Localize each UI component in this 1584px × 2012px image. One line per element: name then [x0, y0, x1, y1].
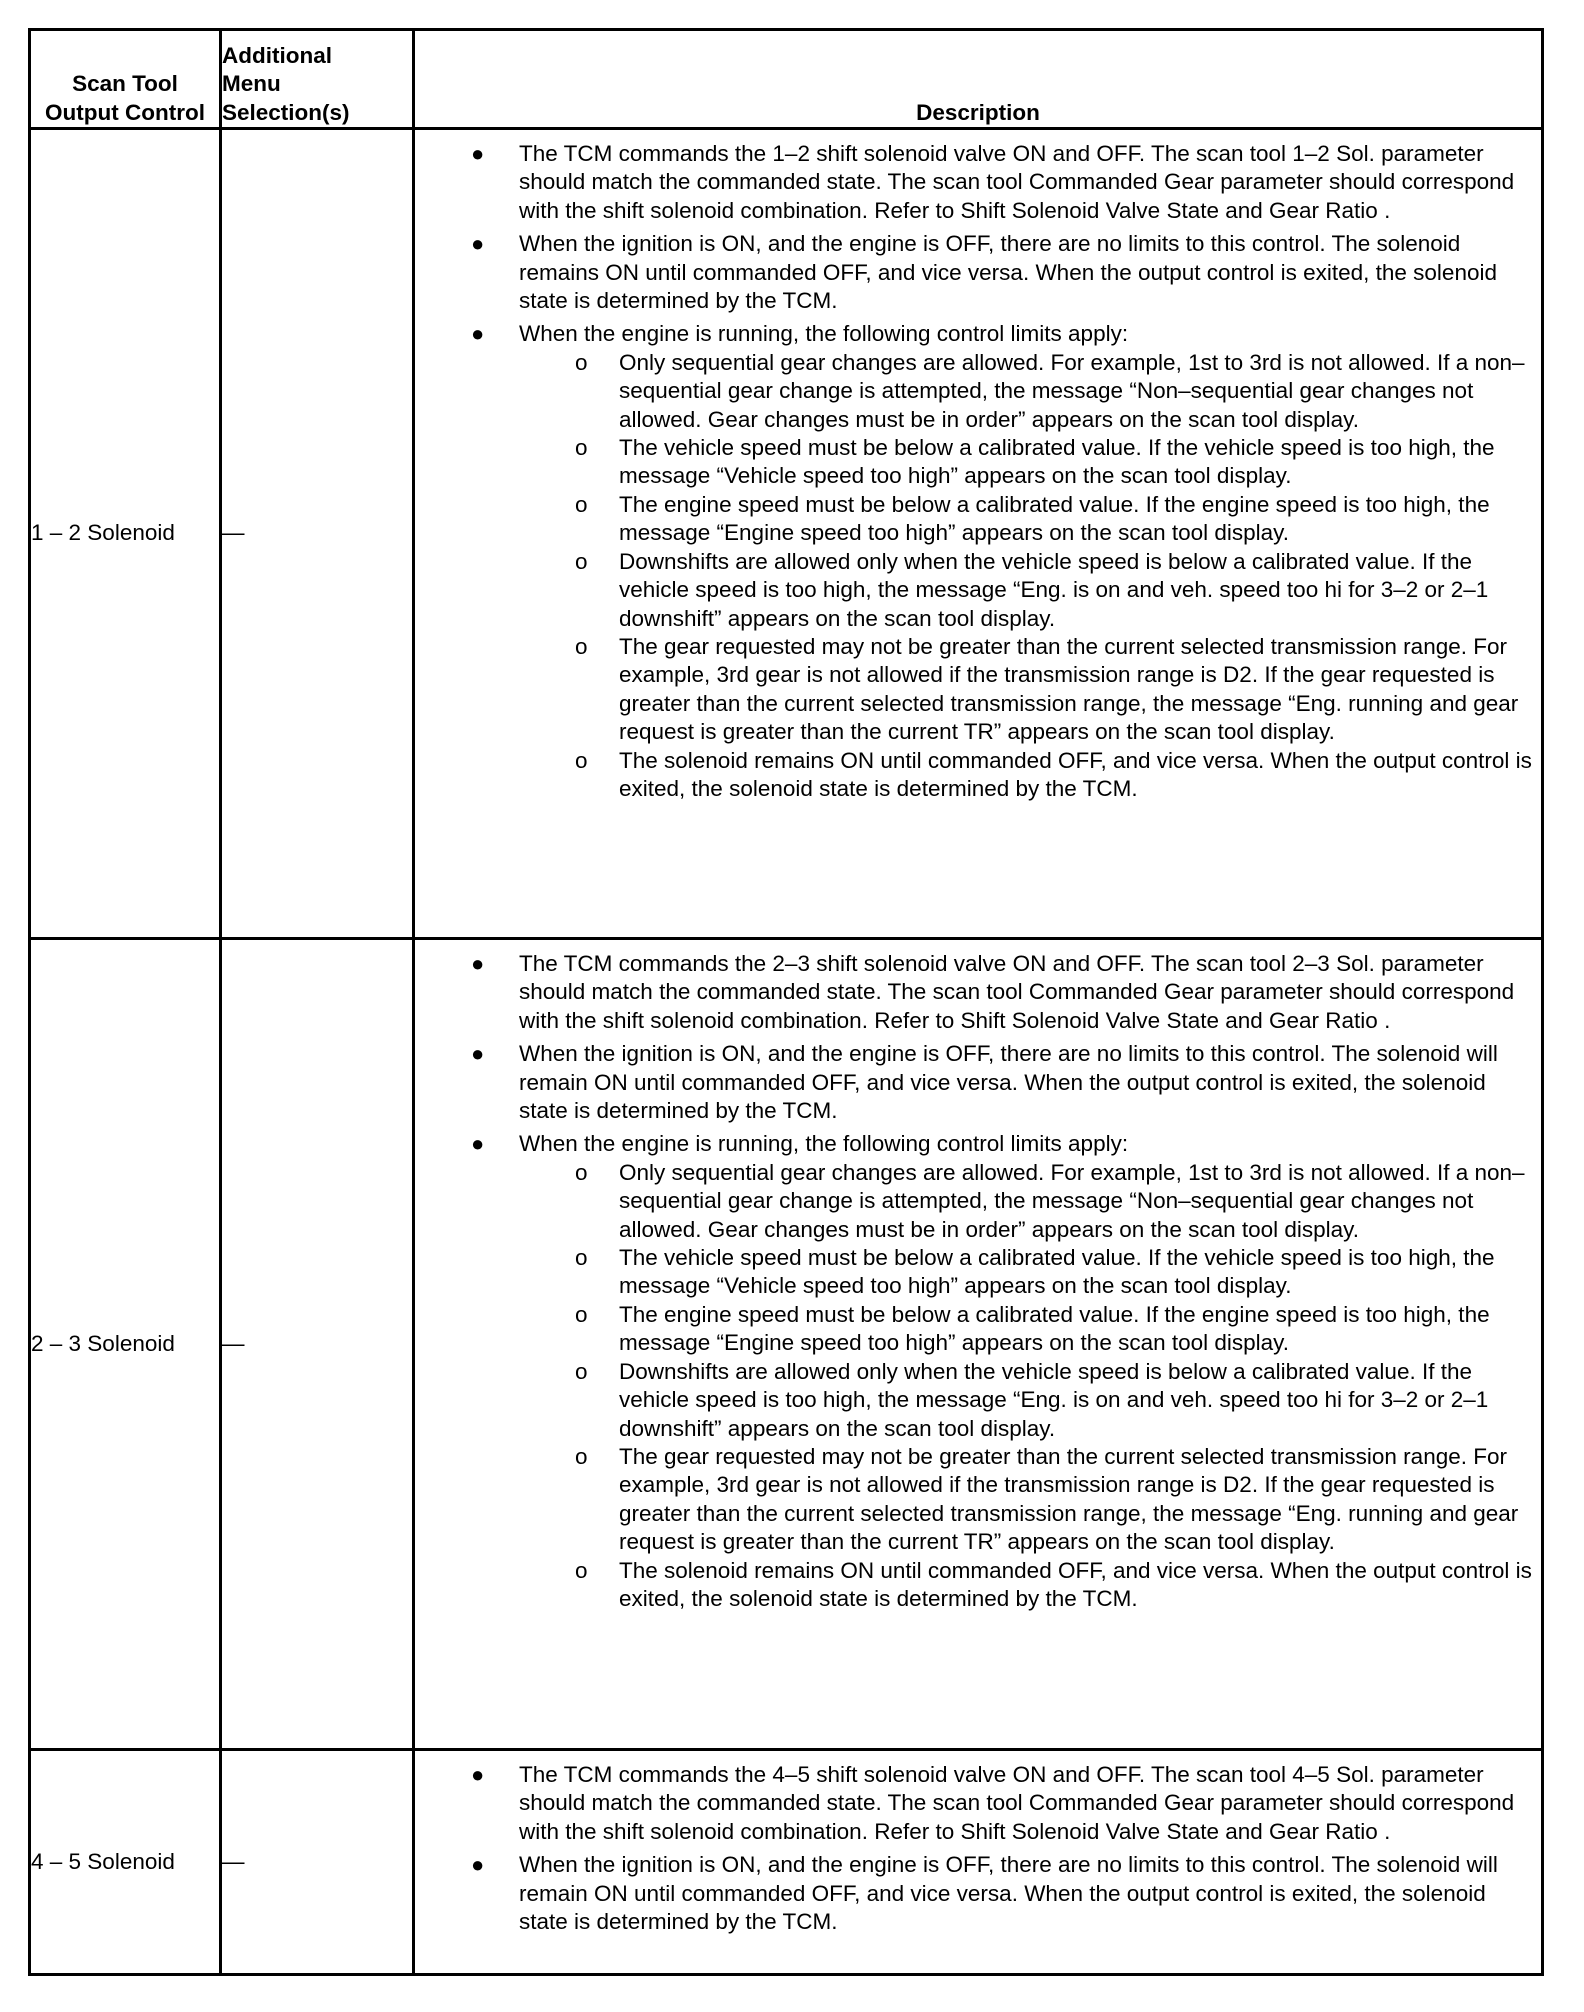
sub-bullet-marker: o [575, 349, 588, 375]
sub-bullet-text: The engine speed must be below a calibrated value. If the engine speed is too high, the message “Engine speed too high” appears on the scan tool display. [619, 1301, 1490, 1356]
sub-bullet-text: The solenoid remains ON until commanded OFF, and vice versa. When the output control is exited, the solenoid state is determined by the TCM. [619, 1557, 1532, 1611]
sub-bullet-marker: o [575, 1301, 588, 1327]
sub-bullet-marker: o [575, 1358, 588, 1384]
sub-bullet-text: Only sequential gear changes are allowed. For example, 1st to 3rd is not allowed. If a non–sequential gear change is attempted, the message “Non–sequential gear changes not allowed. Gear changes must be in order” appears on the scan tool display. [619, 1159, 1525, 1242]
table-row-1-2-solenoid [30, 129, 1543, 939]
sub-bullet-marker: o [575, 435, 588, 461]
sub-bullet-marker: o [575, 633, 588, 659]
bullet-text: The TCM commands the 4–5 shift solenoid valve ON and OFF. The scan tool 4–5 Sol. parameter should match the commanded state. The scan tool Commanded Gear parameter should correspond with the shift solenoid combination. Refer to Shift Solenoid Valve State and Gear Ratio . [519, 1762, 1515, 1844]
sub-bullet-marker: o [575, 1245, 588, 1271]
sub-bullet [519, 1557, 1535, 1614]
header-col2-line3: Selection(s) [222, 99, 350, 125]
description-bullet [415, 230, 1535, 315]
bullet-marker: ● [471, 1762, 485, 1787]
sub-bullet-text: Downshifts are allowed only when the vehicle speed is below a calibrated value. If the vehicle speed is too high, the message “Eng. is on and veh. speed too hi for 3–2 or 2–1 downshift” appears on the scan tool display. [619, 548, 1489, 631]
sub-bullet-text: The solenoid remains ON until commanded OFF, and vice versa. When the output control is exited, the solenoid state is determined by the TCM. [619, 747, 1532, 801]
bullet-marker: ● [471, 1852, 485, 1878]
sub-bullet [519, 548, 1535, 633]
control-limits-list [519, 1159, 1535, 1614]
bullet-marker: ● [471, 321, 485, 347]
sub-bullet-text: The vehicle speed must be below a calibrated value. If the vehicle speed is too high, the message “Vehicle speed too high” appears on the scan tool display. [619, 435, 1495, 489]
bullet-text: When the engine is running, the following control limits apply: [519, 1131, 1129, 1157]
description-cell [414, 129, 1543, 939]
header-additional-menu-selections [221, 30, 414, 129]
sub-bullet-text: Only sequential gear changes are allowed. For example, 1st to 3rd is not allowed. If a non–sequential gear change is attempted, the message “Non–sequential gear changes not allowed. Gear changes must be in order” appears on the scan tool display. [619, 349, 1525, 432]
bullet-text: The TCM commands the 2–3 shift solenoid valve ON and OFF. The scan tool 2–3 Sol. parameter should match the commanded state. The scan tool Commanded Gear parameter should correspond with the shift solenoid combination. Refer to Shift Solenoid Valve State and Gear Ratio . [519, 951, 1515, 1033]
sub-bullet [519, 1159, 1535, 1244]
sub-bullet [519, 491, 1535, 548]
bullet-marker: ● [471, 1041, 485, 1067]
output-control-name: 4 – 5 Solenoid [30, 1750, 221, 1975]
bullet-marker: ● [471, 231, 485, 257]
header-scan-tool-output-control [30, 30, 221, 129]
sub-bullet-text: The vehicle speed must be below a calibrated value. If the vehicle speed is too high, the message “Vehicle speed too high” appears on the scan tool display. [619, 1245, 1495, 1299]
sub-bullet-marker: o [575, 747, 588, 773]
bullet-text: When the engine is running, the following control limits apply: [519, 321, 1129, 347]
sub-bullet-text: The gear requested may not be greater than the current selected transmission range. For example, 3rd gear is not allowed if the transmission range is D2. If the gear requested is greater than the current selected transmission range, the message “Eng. running and gear request is greater than the current TR” appears on the scan tool display. [619, 633, 1519, 745]
sub-bullet-text: The engine speed must be below a calibrated value. If the engine speed is too high, the message “Engine speed too high” appears on the scan tool display. [619, 491, 1490, 546]
description-list [415, 940, 1541, 1613]
bullet-marker: ● [471, 141, 485, 166]
sub-bullet [519, 747, 1535, 804]
sub-bullet [519, 633, 1535, 747]
description-bullet [415, 950, 1535, 1035]
output-control-table [28, 28, 1544, 1976]
description-bullet [415, 1040, 1535, 1125]
control-limits-list [519, 349, 1535, 804]
menu-selection: — [221, 1750, 414, 1975]
description-list [415, 130, 1541, 803]
sub-bullet-marker: o [575, 1443, 588, 1469]
bullet-marker: ● [471, 951, 485, 976]
description-bullet [415, 1130, 1535, 1613]
description-cell [414, 939, 1543, 1750]
bullet-text: When the ignition is ON, and the engine is OFF, there are no limits to this control. The solenoid will remain ON until commanded OFF, and vice versa. When the output control is exited, the solenoid state is determined by the TCM. [519, 1852, 1498, 1935]
description-bullet [415, 320, 1535, 803]
description-bullet [415, 1851, 1535, 1936]
sub-bullet-marker: o [575, 548, 588, 574]
sub-bullet-marker: o [575, 1557, 588, 1583]
sub-bullet [519, 1358, 1535, 1443]
output-control-name: 2 – 3 Solenoid [30, 939, 221, 1750]
header-col1-line1: Scan Tool [72, 71, 178, 97]
menu-selection: — [221, 129, 414, 939]
description-list [415, 1751, 1541, 1936]
bullet-text: The TCM commands the 1–2 shift solenoid valve ON and OFF. The scan tool 1–2 Sol. parameter should match the commanded state. The scan tool Commanded Gear parameter should correspond with the shift solenoid combination. Refer to Shift Solenoid Valve State and Gear Ratio . [519, 141, 1515, 223]
sub-bullet-text: The gear requested may not be greater than the current selected transmission range. For example, 3rd gear is not allowed if the transmission range is D2. If the gear requested is greater than the current selected transmission range, the message “Eng. running and gear request is greater than the current TR” appears on the scan tool display. [619, 1443, 1519, 1555]
sub-bullet [519, 1443, 1535, 1557]
sub-bullet [519, 1301, 1535, 1358]
sub-bullet [519, 349, 1535, 434]
header-col2-line2: Menu [222, 71, 281, 97]
header-col1-line2: Output Control [45, 99, 205, 125]
header-description: Description [414, 30, 1543, 129]
sub-bullet-text: Downshifts are allowed only when the vehicle speed is below a calibrated value. If the vehicle speed is too high, the message “Eng. is on and veh. speed too hi for 3–2 or 2–1 downshift” appears on the scan tool display. [619, 1358, 1489, 1441]
header-col2-line1: Additional [222, 42, 332, 68]
sub-bullet [519, 434, 1535, 491]
bullet-text: When the ignition is ON, and the engine is OFF, there are no limits to this control. The solenoid remains ON until commanded OFF, and vice versa. When the output control is exited, the solenoid state is determined by the TCM. [519, 231, 1497, 314]
sub-bullet-marker: o [575, 491, 588, 517]
description-bullet [415, 140, 1535, 225]
description-cell [414, 1750, 1543, 1975]
bullet-text: When the ignition is ON, and the engine is OFF, there are no limits to this control. The solenoid will remain ON until commanded OFF, and vice versa. When the output control is exited, the solenoid state is determined by the TCM. [519, 1041, 1498, 1124]
bullet-marker: ● [471, 1131, 485, 1157]
description-bullet [415, 1761, 1535, 1846]
header-row [30, 30, 1543, 129]
sub-bullet-marker: o [575, 1159, 588, 1185]
table-row-4-5-solenoid [30, 1750, 1543, 1975]
menu-selection: — [221, 939, 414, 1750]
sub-bullet [519, 1244, 1535, 1301]
output-control-name: 1 – 2 Solenoid [30, 129, 221, 939]
table-row-2-3-solenoid [30, 939, 1543, 1750]
